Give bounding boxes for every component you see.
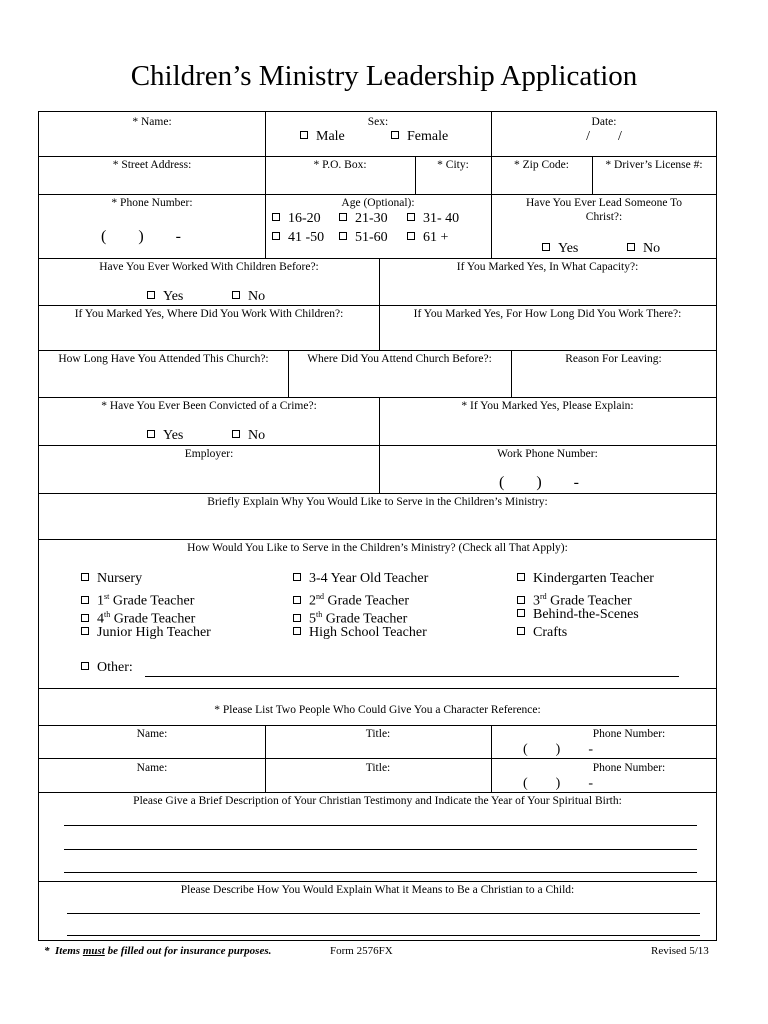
worked-with-children-label: Have You Ever Worked With Children Before?: xyxy=(99,261,319,273)
employer-label: Employer: xyxy=(184,448,234,460)
row-divider xyxy=(39,350,716,351)
row-divider xyxy=(39,397,716,398)
zip-code-label: * Zip Code: xyxy=(514,159,569,171)
serve-option[interactable]: Nursery xyxy=(81,570,142,588)
work-phone-field[interactable]: ( ) - xyxy=(499,474,579,491)
age-label: Age (Optional): xyxy=(341,197,415,209)
lead-to-christ-label: Have You Ever Lead Someone To Christ?: xyxy=(525,197,683,223)
phone-label: * Phone Number: xyxy=(111,197,193,209)
checkbox[interactable] xyxy=(147,430,155,438)
form-number: Form 2576FX xyxy=(330,945,393,957)
capacity-label: If You Marked Yes, In What Capacity?: xyxy=(456,261,639,273)
ref-phone-label: Phone Number: xyxy=(592,762,666,774)
no-option[interactable]: No xyxy=(232,427,265,445)
checkbox[interactable] xyxy=(81,614,89,622)
checkbox[interactable] xyxy=(542,243,550,251)
checkbox[interactable] xyxy=(272,213,280,221)
checkbox[interactable] xyxy=(407,232,415,240)
male-option[interactable]: Male xyxy=(300,128,345,146)
checkbox[interactable] xyxy=(232,430,240,438)
ref-phone-label: Phone Number: xyxy=(592,728,666,740)
row-divider xyxy=(39,445,716,446)
row-divider xyxy=(39,758,716,759)
other-option[interactable]: Other: xyxy=(81,659,133,677)
age-option[interactable]: 31- 40 xyxy=(407,210,459,228)
city-label: * City: xyxy=(437,159,469,171)
ref-name-label: Name: xyxy=(136,728,168,740)
explain-label: * If You Marked Yes, Please Explain: xyxy=(461,400,634,412)
checkbox[interactable] xyxy=(293,596,301,604)
checkbox[interactable] xyxy=(232,291,240,299)
row-divider xyxy=(39,258,716,259)
other-input-line[interactable] xyxy=(145,676,679,677)
row-divider xyxy=(39,792,716,793)
serve-option[interactable]: 1st Grade Teacher xyxy=(81,588,194,611)
row-divider xyxy=(39,156,716,157)
checkbox[interactable] xyxy=(293,573,301,581)
checkbox[interactable] xyxy=(339,213,347,221)
yes-option[interactable]: Yes xyxy=(542,240,578,258)
checkbox[interactable] xyxy=(517,573,525,581)
row-divider xyxy=(39,539,716,540)
serve-option[interactable]: 2nd Grade Teacher xyxy=(293,588,409,611)
serve-option[interactable]: High School Teacher xyxy=(293,624,427,642)
row-divider xyxy=(39,881,716,882)
explain-line[interactable] xyxy=(67,913,700,914)
po-box-label: * P.O. Box: xyxy=(313,159,367,171)
previous-church-label: Where Did You Attend Church Before?: xyxy=(307,353,492,365)
ref-phone-field[interactable]: ( ) - xyxy=(523,742,593,757)
street-address-label: * Street Address: xyxy=(112,159,192,171)
ref-phone-field[interactable]: ( ) - xyxy=(523,776,593,791)
col-divider xyxy=(491,725,492,792)
serve-option[interactable]: Kindergarten Teacher xyxy=(517,570,654,588)
revised-date: Revised 5/13 xyxy=(651,945,709,957)
ref-title-label: Title: xyxy=(365,762,391,774)
checkbox[interactable] xyxy=(81,596,89,604)
row-divider xyxy=(39,194,716,195)
testimony-line[interactable] xyxy=(64,849,697,850)
no-option[interactable]: No xyxy=(627,240,660,258)
age-option[interactable]: 51-60 xyxy=(339,229,388,247)
how-long-worked-label: If You Marked Yes, For How Long Did You Work There?: xyxy=(413,308,682,320)
date-label: Date: xyxy=(591,116,617,128)
male-checkbox[interactable] xyxy=(300,131,308,139)
serve-option[interactable]: 5th Grade Teacher xyxy=(293,606,407,629)
age-option[interactable]: 41 -50 xyxy=(272,229,324,247)
why-serve-label: Briefly Explain Why You Would Like to Serve in the Children’s Ministry: xyxy=(207,496,548,508)
checkbox[interactable] xyxy=(517,596,525,604)
row-divider xyxy=(39,688,716,689)
testimony-line[interactable] xyxy=(64,872,697,873)
convicted-label: * Have You Ever Been Convicted of a Crime?: xyxy=(101,400,317,412)
serve-option[interactable]: Crafts xyxy=(517,624,567,642)
row-divider xyxy=(39,725,716,726)
yes-option[interactable]: Yes xyxy=(147,427,183,445)
age-option[interactable]: 61 + xyxy=(407,229,448,247)
serve-label: How Would You Like to Serve in the Children’s Ministry? (Check all That Apply): xyxy=(187,542,568,554)
checkbox[interactable] xyxy=(517,609,525,617)
serve-option[interactable]: 3rd Grade Teacher xyxy=(517,588,632,611)
reason-for-leaving-label: Reason For Leaving: xyxy=(565,353,662,365)
application-form xyxy=(38,111,717,941)
testimony-label: Please Give a Brief Description of Your Christian Testimony and Indicate the Year of Your Spiritual Birth: xyxy=(133,795,622,807)
work-phone-label: Work Phone Number: xyxy=(497,448,598,460)
female-option[interactable]: Female xyxy=(391,128,448,146)
drivers-license-label: * Driver’s License #: xyxy=(605,159,703,171)
checkbox[interactable] xyxy=(81,662,89,670)
no-option[interactable]: No xyxy=(232,288,265,306)
serve-option[interactable]: 3-4 Year Old Teacher xyxy=(293,570,428,588)
checkbox[interactable] xyxy=(627,243,635,251)
explain-christian-label: Please Describe How You Would Explain What it Means to Be a Christian to a Child: xyxy=(180,884,575,896)
checkbox[interactable] xyxy=(81,573,89,581)
phone-field[interactable]: ( ) - xyxy=(101,228,181,245)
page-title: Children’s Ministry Leadership Application xyxy=(130,60,638,92)
age-option[interactable]: 16-20 xyxy=(272,210,321,228)
row-divider xyxy=(39,493,716,494)
sex-label: Sex: xyxy=(367,116,389,128)
date-field[interactable]: / / xyxy=(586,129,622,144)
checkbox[interactable] xyxy=(407,213,415,221)
testimony-line[interactable] xyxy=(64,825,697,826)
yes-option[interactable]: Yes xyxy=(147,288,183,306)
checkbox[interactable] xyxy=(293,627,301,635)
name-label: * Name: xyxy=(132,116,172,128)
where-worked-label: If You Marked Yes, Where Did You Work With Children?: xyxy=(74,308,344,320)
attended-church-label: How Long Have You Attended This Church?: xyxy=(58,353,269,365)
col-divider xyxy=(265,112,266,258)
checkbox[interactable] xyxy=(81,627,89,635)
references-label: * Please List Two People Who Could Give You a Character Reference: xyxy=(214,704,541,716)
serve-option[interactable]: 4th Grade Teacher xyxy=(81,606,195,629)
checkbox[interactable] xyxy=(272,232,280,240)
female-checkbox[interactable] xyxy=(391,131,399,139)
checkbox[interactable] xyxy=(147,291,155,299)
checkbox[interactable] xyxy=(339,232,347,240)
checkbox[interactable] xyxy=(517,627,525,635)
row-divider xyxy=(39,305,716,306)
ref-name-label: Name: xyxy=(136,762,168,774)
explain-line[interactable] xyxy=(67,935,700,936)
serve-option[interactable]: Behind-the-Scenes xyxy=(517,606,639,624)
ref-title-label: Title: xyxy=(365,728,391,740)
serve-option[interactable]: Junior High Teacher xyxy=(81,624,211,642)
checkbox[interactable] xyxy=(293,614,301,622)
insurance-note: * Items must be filled out for insurance purposes. xyxy=(44,945,272,957)
age-option[interactable]: 21-30 xyxy=(339,210,388,228)
